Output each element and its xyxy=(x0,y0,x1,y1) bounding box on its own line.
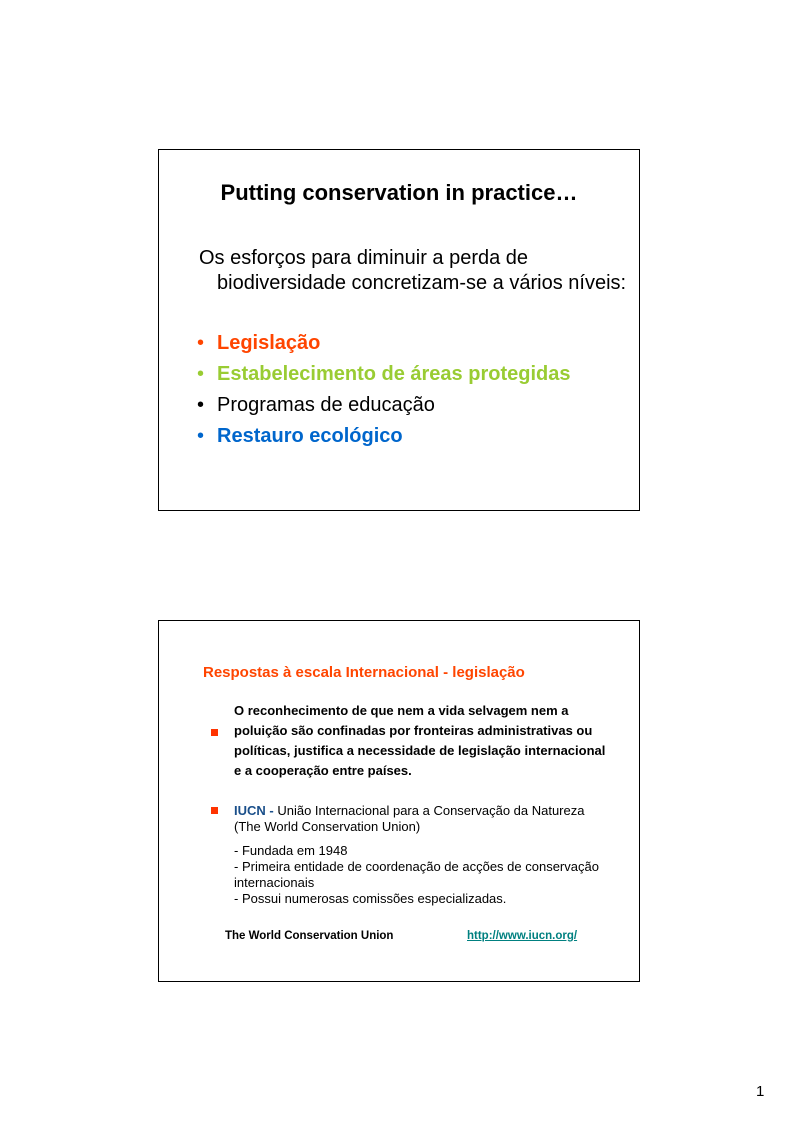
bullet-legislacao xyxy=(197,328,570,359)
slide-2-bullet-1: O reconhecimento de que nem a vida selvagem nem a poluição são confinadas por fronteiras administrativas ou políticas, justifica a necessidade de legislação internacional e a cooperação entre países. xyxy=(234,703,606,778)
bullet-restauro-ecologico-label: Restauro ecológico xyxy=(217,425,403,447)
page-number: 1 xyxy=(756,1083,765,1100)
iucn-label: IUCN xyxy=(234,803,266,818)
square-bullet-icon xyxy=(211,807,218,814)
bullet-dot: • xyxy=(197,363,205,385)
slide-1-title: Putting conservation in practice… xyxy=(220,180,578,205)
slide-1-bullet-list xyxy=(197,328,570,452)
subitem: - Fundada em 1948 xyxy=(234,843,348,858)
slide-2-bullet-2 xyxy=(234,803,614,835)
bullet-dot: • xyxy=(197,425,205,447)
bullet-dot: • xyxy=(197,332,205,354)
iucn-description: União Internacional para a Conservação da Natureza (The World Conservation Union) xyxy=(234,803,585,834)
bullet-areas-protegidas-label: Estabelecimento de áreas protegidas xyxy=(217,363,571,385)
bullet-programas-educacao xyxy=(197,390,570,421)
subitem: - Possui numerosas comissões especializadas. xyxy=(234,891,507,906)
slide-1 xyxy=(158,149,640,511)
footer-organization: The World Conservation Union xyxy=(225,930,394,942)
bullet-areas-protegidas xyxy=(197,359,570,390)
bullet-dot: • xyxy=(197,394,205,416)
iucn-dash: - xyxy=(265,803,278,818)
bullet-programas-educacao-label: Programas de educação xyxy=(217,394,435,416)
square-bullet-icon xyxy=(211,729,218,736)
slide-2 xyxy=(158,620,640,982)
bullet-restauro-ecologico xyxy=(197,421,570,452)
iucn-subitems xyxy=(234,843,614,907)
slide-2-title: Respostas à escala Internacional - legislação xyxy=(203,664,525,681)
iucn-website-link[interactable]: http://www.iucn.org/ xyxy=(467,930,578,942)
subitem: - Primeira entidade de coordenação de acções de conservação internacionais xyxy=(234,859,599,890)
slide-1-intro: Os esforços para diminuir a perda de biodiversidade concretizam-se a vários níveis: xyxy=(199,247,627,294)
bullet-legislacao-label: Legislação xyxy=(217,332,321,354)
